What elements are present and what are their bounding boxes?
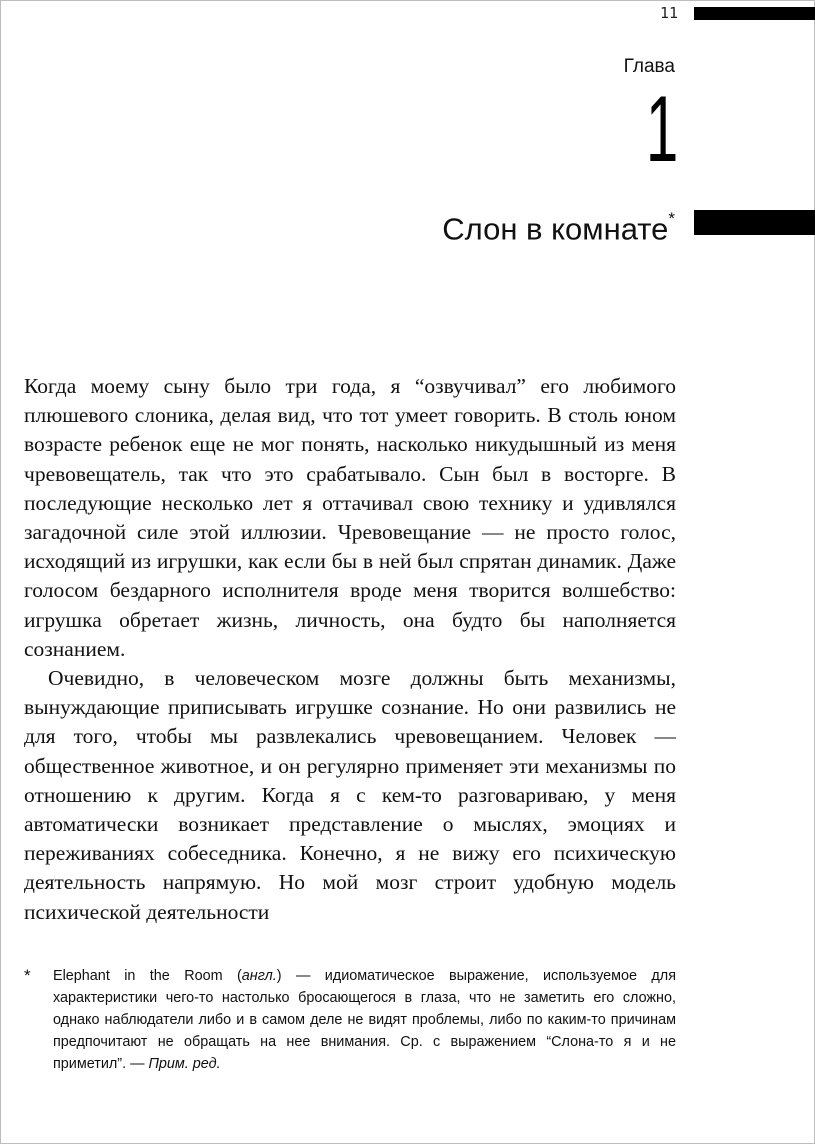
paragraph-2: Очевидно, в человеческом мозге должны быть механизмы, вынуждающие приписывать игрушке сознание. Но они развились не для того, чтобы мы развлекались чревовещанием. Человек — общественное животное, и он регулярно применяет эти механизмы по отношению к другим. Когда я с кем-то разговариваю, у меня автоматически возникает представление о мыслях, эмоциях и переживаниях собеседника. Конечно, я не вижу его психическую деятельность напрямую. Но мой мозг строит удобную модель психической деятельности	[24, 666, 676, 924]
header-bar	[694, 7, 815, 20]
footnote-mark: *	[24, 966, 31, 985]
chapter-label: Глава	[623, 56, 675, 77]
chapter-title	[442, 203, 675, 249]
body-text	[24, 372, 676, 927]
page-number: 11	[659, 4, 678, 22]
chapter-title-text: Слон в комнате	[442, 211, 669, 247]
chapter-title-bar	[694, 210, 815, 235]
paragraph-1: Когда моему сыну было три года, я “озвучивал” его любимого плюшевого слоника, делая вид, что тот умеет говорить. В столь юном возрасте ребенок еще не мог понять, насколько никудышный из меня чревовещатель, так что это срабатывало. Сын был в восторге. В последующие несколько лет я оттачивал свою технику и удивлялся загадочной силе этой иллюзии. Чревовещание — не просто голос, исходящий из игрушки, как если бы в ней был спрятан динамик. Даже голосом бездарного исполнителя вроде меня творится волшебство: игрушка обретает жизнь, личность, она будто бы наполняется сознанием.	[24, 374, 676, 661]
footnote-editor-note: Прим. ред.	[148, 1056, 221, 1072]
chapter-title-footnote-mark: *	[668, 209, 675, 228]
footnote-body	[53, 965, 676, 1075]
footnote-lead: Elephant in the Room (	[53, 968, 242, 984]
footnote-lang: англ.	[241, 968, 277, 984]
footnote	[24, 965, 676, 1075]
chapter-number: 1	[645, 76, 678, 181]
footnote-text: ) — идиоматическое выражение, используемое для характеристики чего-то настолько бросающегося в глаза, что не заметить его сложно, однако наблюдатели либо и в самом деле не видят проблемы, либо по каким-то причинам предпочитают не обращать на нее внимания. Ср. с выражением “Слона-то я и не приметил”. —	[53, 968, 676, 1072]
